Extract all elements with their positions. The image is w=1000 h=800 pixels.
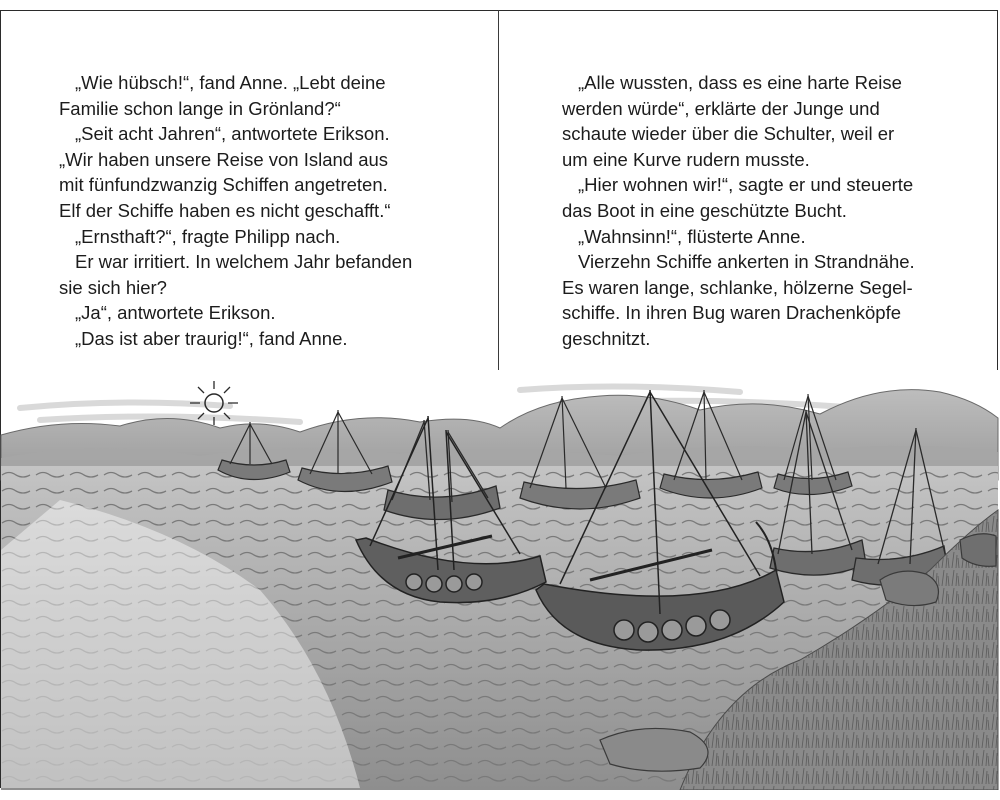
viking-harbor-illustration <box>0 370 1000 790</box>
text-line: Er war irritiert. In welchem Jahr befanden <box>75 251 413 273</box>
text-line: sie sich hier? <box>59 276 167 298</box>
text-line: Vierzehn Schiffe ankerten in Strandnähe. <box>578 251 915 273</box>
text-line: werden würde“, erklärte der Junge und <box>562 97 880 119</box>
text-line: schaute wieder über die Schulter, weil er <box>562 123 895 145</box>
text-line: „Ja“, antwortete Erikson. <box>75 302 276 324</box>
text-line: Familie schon lange in Grönland?“ <box>59 97 341 119</box>
text-line: „Das ist aber traurig!“, fand Anne. <box>75 327 348 349</box>
text-line: um eine Kurve rudern musste. <box>562 148 810 170</box>
text-line: „Ernsthaft?“, fragte Philipp nach. <box>75 225 341 247</box>
text-line: „Wahnsinn!“, flüsterte Anne. <box>578 225 806 247</box>
text-line: „Wir haben unsere Reise von Island aus <box>59 148 389 170</box>
text-line: geschnitzt. <box>562 327 651 349</box>
text-line: „Seit acht Jahren“, antwortete Erikson. <box>75 123 390 145</box>
text-line: Elf der Schiffe haben es nicht geschafft.“ <box>59 199 391 221</box>
text-line: „Alle wussten, dass es eine harte Reise <box>578 72 902 93</box>
text-line: „Wie hübsch!“, fand Anne. „Lebt deine <box>75 72 386 93</box>
text-line: das Boot in eine geschützte Bucht. <box>562 199 847 221</box>
left-page-text <box>59 70 459 352</box>
text-line: mit fünfundzwanzig Schiffen angetreten. <box>59 174 388 196</box>
text-line: „Hier wohnen wir!“, sagte er und steuerte <box>578 174 914 196</box>
text-line: Es waren lange, schlanke, hölzerne Segel- <box>562 276 913 298</box>
text-line: schiffe. In ihren Bug waren Drachenköpfe <box>562 302 902 324</box>
right-page-text <box>562 70 962 352</box>
